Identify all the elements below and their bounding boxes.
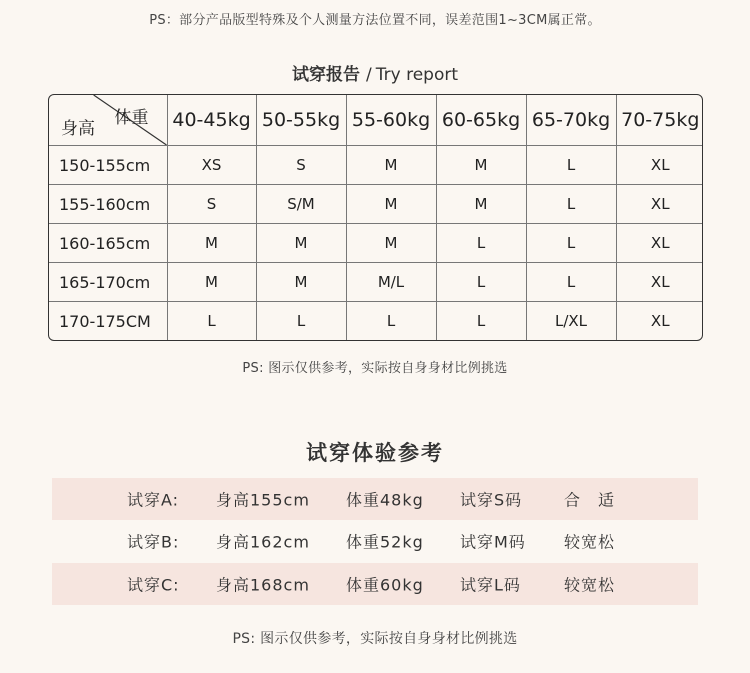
size-cell: L — [256, 302, 346, 340]
size-table-row — [49, 302, 703, 340]
size-cell: M — [256, 263, 346, 302]
weight-header: 70-75kg — [616, 95, 703, 146]
size-table-row — [49, 146, 703, 185]
height-range-cell: 150-155cm — [49, 146, 167, 185]
experience-row — [52, 520, 698, 562]
bottom-reference-note: PS: 图示仅供参考，实际按自身身材比例挑选 — [232, 631, 518, 647]
size-cell: L — [436, 302, 526, 340]
size-cell: L — [436, 263, 526, 302]
weight-header: 60-65kg — [436, 95, 526, 146]
size-cell: L — [526, 224, 616, 263]
height-range-cell: 160-165cm — [49, 224, 167, 263]
try-report-title-zh: 试穿报告 — [292, 65, 360, 85]
size-cell: L — [526, 185, 616, 224]
size-cell: XL — [616, 185, 703, 224]
size-cell: M — [167, 224, 256, 263]
tester-size: 试穿L码 — [460, 575, 521, 595]
tester-height: 身高155cm — [216, 490, 310, 510]
size-cell: XL — [616, 224, 703, 263]
size-cell: XL — [616, 302, 703, 340]
size-cell: M — [346, 185, 436, 224]
try-report-title — [0, 60, 750, 85]
size-cell: S — [256, 146, 346, 185]
weight-header: 50-55kg — [256, 95, 346, 146]
size-table-corner-cell — [49, 95, 167, 146]
tester-label: 试穿C: — [127, 575, 180, 595]
size-cell: S/M — [256, 185, 346, 224]
weight-header: 40-45kg — [167, 95, 256, 146]
tester-weight: 体重52kg — [346, 532, 424, 552]
experience-row — [52, 478, 698, 520]
size-cell: M — [167, 263, 256, 302]
size-cell: XL — [616, 146, 703, 185]
weight-header: 65-70kg — [526, 95, 616, 146]
size-table-row — [49, 224, 703, 263]
height-range-cell: 170-175CM — [49, 302, 167, 340]
tester-label: 试穿B: — [127, 532, 180, 552]
experience-title: 试穿体验参考 — [306, 441, 444, 465]
corner-weight-label: 体重 — [114, 108, 149, 128]
size-cell: M — [346, 224, 436, 263]
height-range-cell: 155-160cm — [49, 185, 167, 224]
corner-height-label: 身高 — [61, 119, 95, 139]
weight-header: 55-60kg — [346, 95, 436, 146]
size-table-row — [49, 185, 703, 224]
size-cell: L — [526, 263, 616, 302]
tester-weight: 体重48kg — [346, 490, 424, 510]
size-cell: M/L — [346, 263, 436, 302]
size-chart-table — [48, 94, 703, 341]
size-table-row — [49, 263, 703, 302]
tester-fit: 较宽松 — [564, 575, 616, 595]
height-range-cell: 165-170cm — [49, 263, 167, 302]
tester-height: 身高162cm — [216, 532, 310, 552]
size-cell: M — [436, 185, 526, 224]
tester-weight: 体重60kg — [346, 575, 424, 595]
size-cell: L — [167, 302, 256, 340]
size-cell: L — [436, 224, 526, 263]
size-cell: S — [167, 185, 256, 224]
size-cell: XS — [167, 146, 256, 185]
top-disclaimer-note: PS：部分产品版型特殊及个人测量方法位置不同，误差范围1~3CM属正常。 — [149, 13, 601, 28]
size-cell: L/XL — [526, 302, 616, 340]
tester-fit: 合 适 — [564, 490, 616, 510]
size-cell: M — [256, 224, 346, 263]
size-cell: M — [436, 146, 526, 185]
size-cell: L — [526, 146, 616, 185]
tester-height: 身高168cm — [216, 575, 310, 595]
size-cell: XL — [616, 263, 703, 302]
size-cell: M — [346, 146, 436, 185]
tester-fit: 较宽松 — [564, 532, 616, 552]
tester-size: 试穿S码 — [460, 490, 523, 510]
reference-note: PS: 图示仅供参考，实际按自身身材比例挑选 — [242, 361, 508, 376]
size-cell: L — [346, 302, 436, 340]
try-report-title-separator: / — [366, 65, 372, 85]
size-table-header-row — [49, 95, 703, 146]
tester-size: 试穿M码 — [460, 532, 526, 552]
tester-label: 试穿A: — [127, 490, 180, 510]
experience-row — [52, 563, 698, 605]
try-report-title-en: Try report — [375, 65, 458, 85]
